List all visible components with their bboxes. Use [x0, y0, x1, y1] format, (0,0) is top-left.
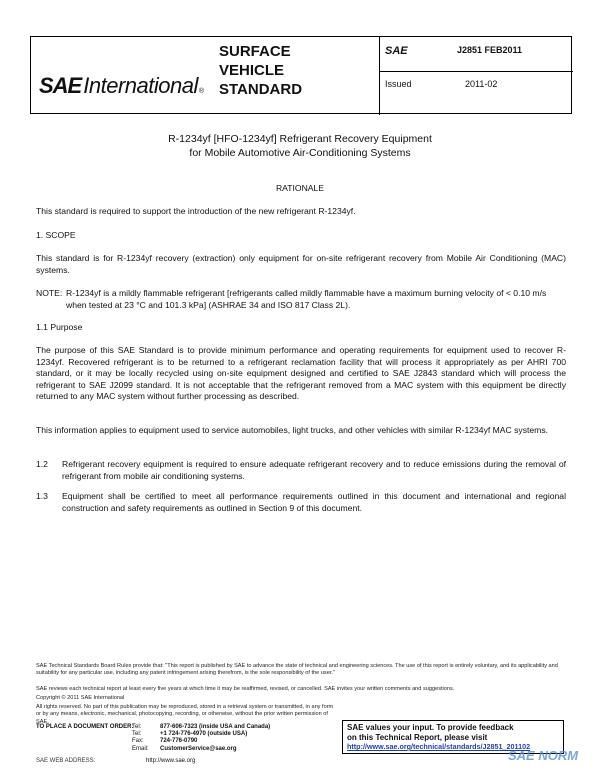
footer-review-note: SAE reviews each technical report at least every five years at which time it may be reaffirmed, revised, or cancelled. SAE invites your written comments and suggestions. [36, 686, 455, 692]
logo-trademark: ® [198, 88, 205, 95]
feedback-url-link[interactable]: http://www.sae.org/technical/standards/J2851_201102 [347, 742, 531, 751]
purpose-paragraph-2: This information applies to equipment used to service automobiles, light trucks, and other vehicles with similar R-1234yf MAC systems. [36, 425, 549, 435]
feedback-line-1: SAE values your input. To provide feedback [347, 723, 514, 732]
standard-type-title [219, 42, 302, 99]
logo-international-text: International [83, 73, 198, 98]
scope-text: This standard is for R-1234yf recovery (extraction) only equipment for on-site refrigerant recovery from Mobile Air Conditioning (MAC) systems. [36, 253, 566, 275]
note-label: NOTE: [36, 288, 63, 298]
footer-copyright: Copyright © 2011 SAE International [36, 695, 125, 701]
section-number: 1.2 [36, 459, 48, 469]
issued-date: 2011-02 [465, 79, 498, 89]
section-number: 1.3 [36, 491, 48, 501]
order-row: Fax: 724-776-0790 [132, 738, 198, 745]
header-box [30, 36, 572, 114]
section-text: Equipment shall be certified to meet all performance requirements outlined in this document and international and regional construction and safety requirements as outlined in Section 9 of this document. [62, 491, 566, 513]
order-row: Tel: +1 724-776-4970 (outside USA) [132, 731, 248, 738]
feedback-line-2: on this Technical Report, please visit [347, 732, 488, 742]
title-line-3: STANDARD [219, 81, 303, 98]
note-text: R-1234yf is a mildly flammable refrigerant [refrigerants called mildly flammable have a maximum burning velocity of < 0.10 m/s when tested at 23 °C and 101.3 kPa] (ASHRAE 34 and ISO 817 Class 2L). [66, 288, 547, 310]
section-text: Refrigerant recovery equipment is required to ensure adequate refrigerant recovery and to reduce emissions during the removal of refrigerant from mobile air conditioning systems. [62, 459, 566, 481]
document-title [0, 132, 600, 160]
doc-sae-logo: SAE [385, 45, 408, 57]
purpose-heading: 1.1 Purpose [36, 322, 83, 332]
scope-heading: 1. SCOPE [36, 230, 76, 240]
footer-code: SAE WEB ADDRESS: [36, 758, 96, 764]
logo-sae-text: SAE [39, 73, 82, 98]
title-line-1: SURFACE [219, 43, 291, 60]
order-label: TO PLACE A DOCUMENT ORDER: [36, 724, 134, 730]
watermark-logo: SAE NORM [508, 748, 579, 763]
order-phone-intl: +1 724-776-4970 (outside USA) [160, 731, 248, 738]
order-fax: 724-776-0790 [160, 738, 198, 745]
footer-rights: All rights reserved. No part of this publication may be reproduced, stored in a retrieval system or transmitted, in any form or by any means, electronic, mechanical, photocopying, recording, or otherwise, without the prior written permission of SAE. [36, 704, 334, 725]
order-contacts [132, 724, 270, 753]
order-phone-us: 877-606-7323 (inside USA and Canada) [160, 724, 271, 730]
issued-label: Issued [385, 79, 412, 89]
order-email-link[interactable]: CustomerService@sae.org [160, 745, 237, 752]
rationale-text: This standard is required to support the introduction of the new refrigerant R-1234yf. [36, 206, 356, 216]
doc-number: J2851 FEB2011 [457, 45, 523, 55]
title-line-2: VEHICLE [219, 62, 285, 79]
order-row: Email: CustomerService@sae.org [132, 745, 237, 752]
document-title-line-1: R-1234yf [HFO-1234yf] Refrigerant Recovery Equipment [168, 133, 432, 145]
purpose-paragraph-1: The purpose of this SAE Standard is to provide minimum performance and operating requirements for equipment used to recover R-1234yf. Recovered refrigerant is to be returned to a refrigerant reclamation facility that will process it appropriately as per AHRI 700 standard, or it may be locally recycled using on-site equipment designed and certified to SAE J2843 standard which will process the refrigerant to SAE J2099 standard. It is not acceptable that the refrigerant removed from a MAC system with this equipment be directly returned to any MAC system without further processing as described. [36, 345, 566, 401]
docbox-divider [379, 71, 573, 72]
sae-international-logo [39, 73, 204, 99]
order-row: Tel: 877-606-7323 (inside USA and Canada) [132, 724, 271, 730]
sae-website-link[interactable]: http://www.sae.org [146, 758, 196, 764]
document-title-line-2: for Mobile Automotive Air-Conditioning Systems [189, 147, 411, 159]
footer-board-rules: SAE Technical Standards Board Rules provide that: "This report is published by SAE to advance the state of technical and engineering sciences. The use of this report is entirely voluntary, and its applicability and suitability for any particular use, including any patent infringement arising therefrom, is the sole responsibility of the user." [36, 663, 558, 677]
rationale-heading: RATIONALE [275, 183, 325, 193]
header-divider [379, 37, 380, 115]
